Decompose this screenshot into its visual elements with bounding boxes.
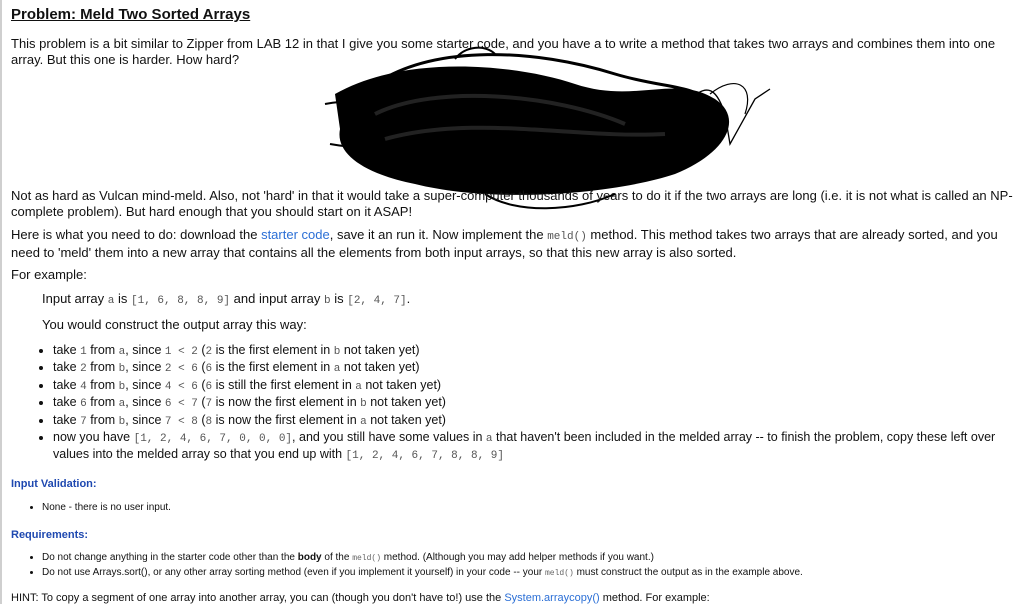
meld-code: meld()	[547, 231, 587, 243]
step-item: • take 6 from a, since 6 < 7 (7 is now the first element in b not taken yet)	[53, 395, 1019, 412]
arraycopy-link[interactable]: System.arraycopy()	[504, 591, 600, 604]
problem-page	[11, 0, 1019, 605]
requirements-list	[11, 551, 1019, 581]
page-left-border	[0, 0, 2, 604]
list-item: • None - there is no user input.	[42, 501, 1019, 515]
requirements-heading: Requirements:	[11, 528, 89, 541]
difficulty-paragraph: Not as hard as Vulcan mind-meld. Also, not 'hard' in that it would take a super-computer thousands of years to do it if the two arrays are long (i.e. it is not what is called an NP-complete problem). But hard enough that you should start on it ASAP!	[11, 188, 1013, 219]
construct-label: You would construct the output array this way:	[42, 317, 307, 332]
input-validation-list	[11, 501, 1019, 515]
list-item: • Do not use Arrays.sort(), or any other array sorting method (even if you implement it yourself) in your code -- your meld() must construct the output as in the example above.	[42, 566, 1019, 581]
step-item: • take 7 from b, since 7 < 8 (8 is now the first element in a not taken yet)	[53, 413, 1019, 430]
instructions-paragraph: Here is what you need to do: download the starter code, save it an run it. Now implement the meld() method. This method takes two arrays that are already sorted, and you need to 'meld' them into a new array that contains all the elements from both input arrays, so that this new array is also sorted.	[11, 227, 998, 260]
step-item: • take 1 from a, since 1 < 2 (2 is the first element in b not taken yet)	[53, 343, 1019, 360]
step-item-final: • now you have [1, 2, 4, 6, 7, 0, 0, 0], and you still have some values in a that haven't been included in the melded array -- to finish the problem, copy these left over values into the melded array so that you end up with [1, 2, 4, 6, 7, 8, 8, 9]	[53, 430, 1019, 465]
intro-paragraph: This problem is a bit similar to Zipper from LAB 12 in that I give you some starter code, and you have a to write a method that takes two arrays and combines them into one array. But this one is harder. How hard?	[11, 36, 996, 67]
step-item: • take 4 from b, since 4 < 6 (6 is still the first element in a not taken yet)	[53, 378, 1019, 395]
input-arrays-line: Input array a is [1, 6, 8, 8, 9] and input array b is [2, 4, 7].	[42, 291, 411, 307]
list-item: • Do not change anything in the starter code other than the body of the meld() method. (Although you may add helper methods if you want.)	[42, 551, 1019, 566]
starter-code-link[interactable]: starter code	[261, 227, 330, 242]
hint-paragraph: HINT: To copy a segment of one array into another array, you can (though you don't have to!) use the System.arraycopy() method. For example:	[11, 591, 710, 604]
steps-list	[11, 343, 1019, 465]
input-validation-heading: Input Validation:	[11, 477, 97, 490]
for-example-label: For example:	[11, 267, 87, 282]
step-item: • take 2 from b, since 2 < 6 (6 is the first element in a not taken yet)	[53, 360, 1019, 377]
page-title: Problem: Meld Two Sorted Arrays	[11, 6, 251, 23]
